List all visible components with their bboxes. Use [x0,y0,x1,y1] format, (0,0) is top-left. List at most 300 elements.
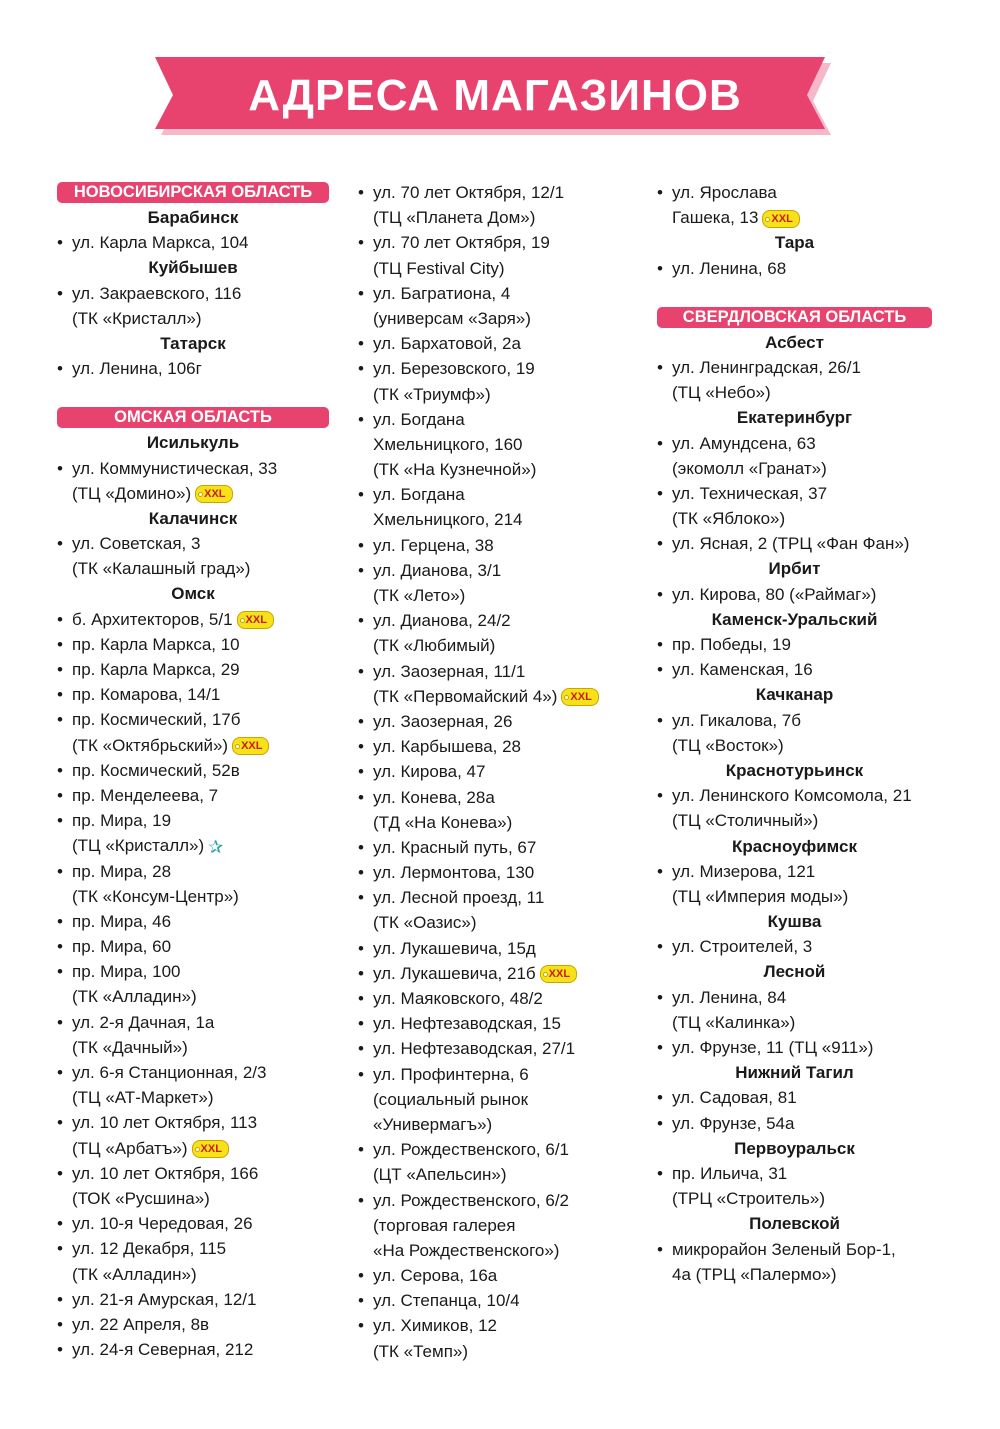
address-text: ул. Закраевского, 116 [72,283,242,303]
address-text: пр. Мира, 100 [72,962,181,982]
title-banner [155,55,835,137]
address-text: (экомолл «Гранат») [672,458,827,478]
address-line [72,607,329,632]
address-line [373,986,630,1011]
address-line [373,180,630,205]
address-line [72,1110,329,1135]
store-address [358,885,630,935]
store-address [657,355,932,405]
store-address [657,632,932,657]
address-text: (ТЦ «Восток») [672,735,784,755]
store-address [358,1313,630,1363]
city-heading: Куйбышев [148,258,238,278]
store-address [657,531,932,556]
address-line [672,859,932,884]
store-address [657,783,932,833]
store-address [358,785,630,835]
store-address [657,582,932,607]
region-header: ОМСКАЯ ОБЛАСТЬ [57,407,329,428]
store-address [358,759,630,784]
store-address [358,936,630,961]
store-address [358,709,630,734]
address-text: ул. Карбышева, 28 [373,737,522,757]
address-line [72,1085,329,1110]
column-2 [358,180,630,1364]
address-line [72,1161,329,1186]
address-line [373,785,630,810]
city-heading: Полевской [749,1214,840,1234]
address-text: (ТЦ «Калинка») [672,1012,796,1032]
address-line [72,456,329,481]
store-address [657,431,932,481]
address-text: ул. Профинтерна, 6 [373,1064,529,1084]
store-address [57,1236,329,1286]
address-line [672,456,932,481]
city-heading: Красноуфимск [732,836,857,856]
address-text: ул. Советская, 3 [72,534,201,554]
address-text: (ТЦ «Домино») [72,483,192,503]
store-address [657,1035,932,1060]
address-text: ул. Ярослава [672,183,777,202]
address-text: пр. Ильича, 31 [672,1163,788,1183]
address-line [373,1112,630,1137]
address-line [72,306,329,331]
address-text: (ТК «Темп») [373,1341,469,1361]
address-text: ул. Мизерова, 121 [672,861,816,881]
store-address [57,682,329,707]
address-text: ул. Карла Маркса, 104 [72,233,249,253]
address-text: микрорайон Зеленый Бор-1, [672,1239,896,1259]
address-text: ул. Заозерная, 26 [373,711,513,731]
address-line [373,1213,630,1238]
address-text: ул. 10 лет Октября, 166 [72,1163,259,1183]
store-address [657,708,932,758]
address-text: 4а (ТРЦ «Палермо») [672,1264,837,1284]
address-line [72,934,329,959]
address-text: ул. Дианова, 24/2 [373,611,511,631]
address-line [72,733,329,758]
address-line [672,205,932,230]
address-line [72,808,329,833]
store-address [57,808,329,858]
address-text: ул. 22 Апреля, 8в [72,1314,210,1334]
store-address [57,1060,329,1110]
address-line [72,909,329,934]
address-line [373,1036,630,1061]
column-1 [57,180,329,1362]
store-address [358,961,630,986]
address-text: (ТК «Оазис») [373,913,477,933]
address-line [72,1010,329,1035]
store-address [57,1161,329,1211]
address-line [72,884,329,909]
address-line [373,684,630,709]
store-address [657,180,932,230]
store-address [358,1062,630,1138]
address-text: (ТК «Лето») [373,586,466,605]
address-line [373,281,630,306]
address-text: ул. 2-я Дачная, 1а [72,1012,215,1032]
store-address [57,934,329,959]
store-address [57,1010,329,1060]
address-text: ул. Герцена, 38 [373,535,494,555]
address-line [72,959,329,984]
address-line [72,531,329,556]
address-text: (ТК «Дачный») [72,1037,188,1057]
address-text: ул. Каменская, 16 [672,660,813,680]
address-line [373,885,630,910]
address-text: (ТК «Октябрьский») [72,735,229,755]
address-line [672,632,932,657]
address-text: пр. Мира, 60 [72,937,172,957]
address-line [72,281,329,306]
store-address [358,533,630,558]
city-heading: Нижний Тагил [735,1063,854,1083]
address-line [72,1262,329,1287]
address-line [373,709,630,734]
store-address [358,659,630,709]
address-text: ул. Багратиона, 4 [373,283,511,303]
address-line [373,1062,630,1087]
address-text: (универсам «Заря») [373,308,531,328]
address-text: ул. Заозерная, 11/1 [373,661,526,681]
address-text: ул. Рождественского, 6/2 [373,1190,570,1210]
address-text: (ТК «На Кузнечной») [373,460,537,480]
address-text: ул. Лермонтова, 130 [373,863,535,883]
store-address [657,256,932,281]
address-text: ул. Степанца, 10/4 [373,1291,520,1311]
address-text: ул. Гикалова, 7б [672,710,802,730]
store-address [358,1011,630,1036]
store-address [57,281,329,331]
xxl-badge-icon: XXL [561,688,598,706]
address-line [72,356,329,381]
address-line [373,306,630,331]
address-text: ул. 10-я Чередовая, 26 [72,1214,253,1234]
address-line [672,1237,932,1262]
address-text: (ТЦ Festival City) [373,258,505,278]
address-line [373,734,630,759]
store-address [358,482,630,532]
address-text: (ТОК «Русшина») [72,1188,210,1208]
xxl-badge-icon: XXL [232,737,269,755]
store-address [57,657,329,682]
store-address [57,959,329,1009]
xxl-badge-icon: XXL [195,485,232,503]
store-address [57,859,329,909]
address-text: ул. Строителей, 3 [672,937,813,957]
address-line [72,1035,329,1060]
address-text: ул. Фрунзе, 54а [672,1113,795,1133]
address-text: пр. Космический, 52в [72,760,240,780]
address-text: «На Рождественского») [373,1240,560,1260]
address-line [72,632,329,657]
store-address [57,783,329,808]
address-line [373,533,630,558]
address-text: пр. Мира, 28 [72,861,172,881]
store-address [657,1161,932,1211]
store-address [657,985,932,1035]
address-line [373,356,630,381]
address-line [373,482,630,507]
address-text: ул. Амундсена, 63 [672,433,816,453]
city-heading: Первоуральск [734,1138,855,1158]
city-heading: Исилькуль [146,433,240,453]
address-line [373,936,630,961]
store-address [57,707,329,757]
address-line [373,583,630,608]
address-text: (ТЦ «Планета Дом») [373,208,536,228]
address-line [672,582,932,607]
address-text: ул. Ясная, 2 (ТРЦ «Фан Фан») [672,534,910,554]
store-address [657,657,932,682]
address-line [672,1010,932,1035]
address-text: пр. Комарова, 14/1 [72,685,221,705]
address-line [72,984,329,1009]
address-line [672,1035,932,1060]
store-address [57,632,329,657]
address-text: ул. Фрунзе, 11 (ТЦ «911») [672,1038,874,1057]
address-line [373,230,630,255]
address-text: ул. 12 Декабря, 115 [72,1239,227,1259]
address-line [72,707,329,732]
store-address [358,1188,630,1264]
store-address [57,758,329,783]
address-text: ул. Лесной проезд, 11 [373,888,545,908]
store-address [358,986,630,1011]
address-line [672,180,932,205]
store-address [57,1312,329,1337]
region-header: НОВОСИБИРСКАЯ ОБЛАСТЬ [57,182,329,203]
address-text: пр. Карла Маркса, 29 [72,660,240,679]
address-line [373,1162,630,1187]
address-line [72,1337,329,1362]
address-text: б. Архитекторов, 5/1 [72,609,233,629]
address-line [373,256,630,281]
store-address [657,1237,932,1287]
store-address [358,1288,630,1313]
address-text: ул. 24-я Северная, 212 [72,1340,254,1360]
address-line [672,531,932,556]
address-line [72,1287,329,1312]
store-address [657,859,932,909]
address-text: ул. 6-я Станционная, 2/3 [72,1063,267,1082]
address-line [373,331,630,356]
address-line [72,1211,329,1236]
address-line [72,481,329,506]
address-line [672,783,932,808]
store-address [358,558,630,608]
city-heading: Лесной [763,962,826,982]
address-text: (социальный рынок [373,1089,529,1109]
address-line [373,1263,630,1288]
store-address [657,934,932,959]
address-text: ул. Коммунистическая, 33 [72,458,278,478]
address-text: (ТК «Алладин») [72,987,197,1007]
address-line [373,205,630,230]
address-text: ул. Садовая, 81 [672,1088,797,1108]
address-line [373,860,630,885]
store-address [358,331,630,356]
address-text: (ТЦ «Небо») [672,383,771,403]
address-text: ул. Нефтезаводская, 27/1 [373,1039,576,1059]
city-heading: Кушва [767,912,822,932]
store-address [358,860,630,885]
address-text: ул. Маяковского, 48/2 [373,989,543,1008]
store-address [57,531,329,581]
city-heading: Тара [774,233,815,253]
address-line [672,1161,932,1186]
address-text: ул. Техническая, 37 [672,483,828,503]
xxl-badge-icon: XXL [237,611,274,629]
address-line [72,657,329,682]
store-address [358,230,630,280]
city-heading: Асбест [765,332,824,352]
address-line [373,507,630,532]
address-text: (торговая галерея [373,1215,516,1235]
address-text: пр. Победы, 19 [672,635,791,654]
store-address [358,407,630,483]
address-text: ул. 10 лет Октября, 113 [72,1113,258,1133]
address-line [72,230,329,255]
store-address [57,1211,329,1236]
city-heading: Татарск [160,333,226,353]
address-line [672,733,932,758]
address-line [672,708,932,733]
city-heading: Калачинск [148,508,238,528]
store-address [358,1036,630,1061]
address-text: (ТД «На Конева») [373,812,513,832]
address-text: (ТК «Первомайский 4») [373,686,558,706]
address-text: (ТК «Триумф») [373,384,491,404]
address-text: (ТК «Любимый) [373,636,496,656]
store-address [358,1137,630,1187]
address-line [672,506,932,531]
store-address [57,230,329,255]
address-text: пр. Мира, 19 [72,811,172,831]
address-text: (ТК «Яблоко») [672,509,786,529]
star-icon: ✰ [208,836,224,857]
address-text: (ТК «Калашный град») [72,559,251,579]
address-line [373,1137,630,1162]
section-spacer [657,281,932,305]
address-text: (ТК «Алладин») [72,1264,197,1284]
store-address [57,1287,329,1312]
address-text: ул. Нефтезаводская, 15 [373,1014,561,1034]
store-address [358,1263,630,1288]
address-text: (ТЦ «АТ-Маркет») [72,1088,214,1108]
address-text: ул. Лукашевича, 21б [373,963,536,983]
address-line [672,1111,932,1136]
address-text: ул. Рождественского, 6/1 [373,1140,570,1160]
address-line [373,961,630,986]
address-line [373,1188,630,1213]
address-text: ул. Химиков, 12 [373,1316,497,1336]
address-line [373,1087,630,1112]
address-line [373,1313,630,1338]
address-line [672,1186,932,1211]
address-line [72,758,329,783]
store-address [657,481,932,531]
store-address [358,281,630,331]
address-line [373,759,630,784]
address-line [373,659,630,684]
address-text: пр. Менделеева, 7 [72,785,219,805]
column-3 [657,180,932,1287]
address-text: (ТЦ «Столичный») [672,811,819,831]
store-address [358,608,630,658]
address-line [373,810,630,835]
address-line [72,833,329,858]
address-line [373,432,630,457]
address-line [373,633,630,658]
address-text: Гашека, 13 [672,208,759,228]
store-address [57,909,329,934]
address-line [672,256,932,281]
city-heading: Екатеринбург [736,408,853,428]
city-heading: Омск [171,584,215,604]
address-line [373,1288,630,1313]
store-address [57,1110,329,1160]
address-text: (ТЦ «Арбатъ») [72,1138,188,1158]
store-address [358,734,630,759]
city-heading: Качканар [755,685,834,705]
address-line [672,431,932,456]
address-line [672,808,932,833]
address-text: ул. Лукашевича, 15д [373,938,536,958]
address-text: (ТРЦ «Строитель») [672,1189,825,1209]
address-text: ул. Серова, 16а [373,1266,498,1286]
address-text: ул. Конева, 28а [373,787,495,807]
store-address [57,1337,329,1362]
address-text: ул. Ленина, 84 [672,987,787,1007]
address-text: (ТЦ «Империя моды») [672,886,849,906]
address-text: ул. 70 лет Октября, 19 [373,233,550,253]
address-text: ул. 70 лет Октября, 12/1 [373,183,565,202]
address-line [672,1085,932,1110]
address-line [72,682,329,707]
store-address [657,1085,932,1110]
address-line [373,835,630,860]
address-line [672,380,932,405]
address-line [72,1060,329,1085]
address-text: ул. Богдана [373,409,465,429]
address-line [672,934,932,959]
address-text: ул. Богдана [373,485,465,505]
address-line [72,1136,329,1161]
address-line [72,1312,329,1337]
address-text: (ТК «Консум-Центр») [72,886,239,906]
address-text: пр. Космический, 17б [72,710,241,730]
address-line [373,382,630,407]
address-line [672,884,932,909]
address-line [72,783,329,808]
address-text: Хмельницкого, 214 [373,510,523,530]
address-line [373,1339,630,1364]
address-line [72,1236,329,1261]
address-text: ул. Ленинградская, 26/1 [672,357,861,377]
xxl-badge-icon: XXL [762,210,799,228]
address-line [373,1238,630,1263]
address-text: Хмельницкого, 160 [373,434,523,454]
address-line [373,457,630,482]
address-text: пр. Мира, 46 [72,911,172,931]
store-address [358,356,630,406]
store-address [57,356,329,381]
address-text: ул. Кирова, 80 («Раймаг») [672,584,877,604]
address-line [373,407,630,432]
address-text: ул. Ленина, 68 [672,258,787,278]
